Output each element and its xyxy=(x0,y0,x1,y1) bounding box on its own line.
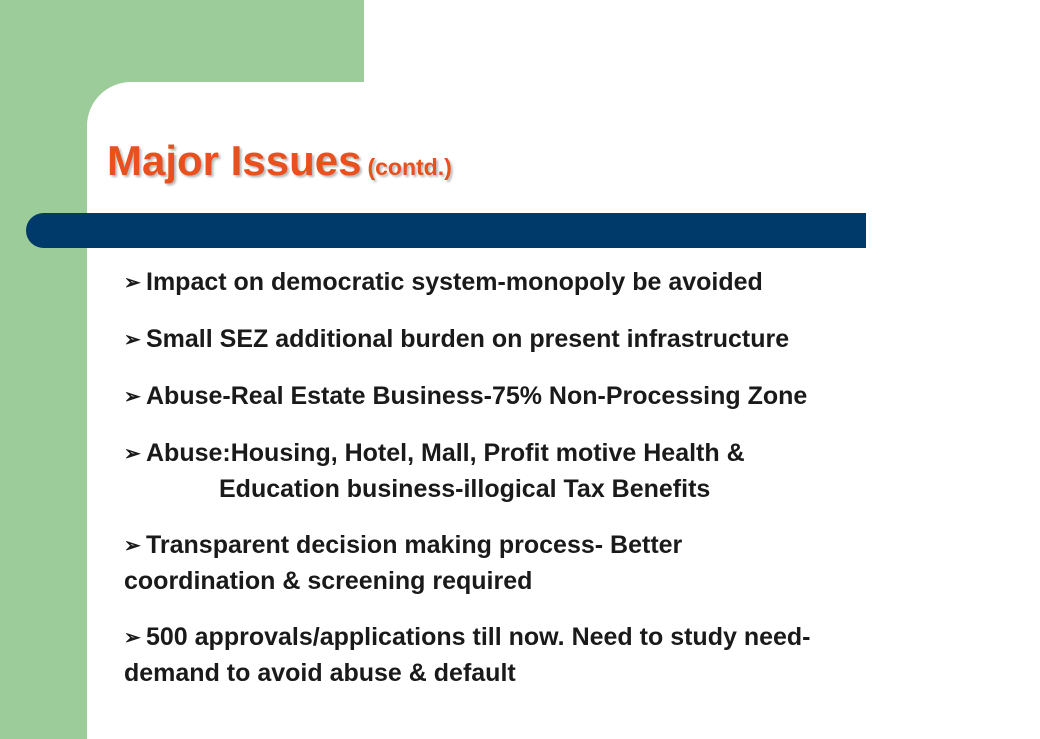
bullet-text: 500 approvals/applications till now. Need to study need- xyxy=(146,623,811,651)
title-suffix: (contd.) xyxy=(367,154,452,180)
title-rule-bar xyxy=(26,213,866,248)
bullet-text: Impact on democratic system-monopoly be avoided xyxy=(146,268,763,296)
bullet-text: Small SEZ additional burden on present infrastructure xyxy=(146,325,790,353)
bullet-item xyxy=(124,379,1014,415)
arrow-bullet-icon: ➢ xyxy=(124,272,141,294)
bullet-text: Abuse:Housing, Hotel, Mall, Profit motive Health & xyxy=(146,439,745,467)
arrow-bullet-icon: ➢ xyxy=(124,329,141,351)
bullet-continuation: Education business-illogical Tax Benefits xyxy=(219,475,711,503)
bullet-text: Transparent decision making process- Better xyxy=(146,531,683,559)
bullet-item xyxy=(124,322,1014,358)
bullet-item xyxy=(124,265,1014,301)
bullet-list xyxy=(124,265,1014,712)
bullet-text: Abuse-Real Estate Business-75% Non-Processing Zone xyxy=(146,382,808,410)
title-main: Major Issues xyxy=(107,137,362,184)
arrow-bullet-icon: ➢ xyxy=(124,627,141,649)
bullet-continuation: demand to avoid abuse & default xyxy=(124,659,516,687)
arrow-bullet-icon: ➢ xyxy=(124,443,141,465)
arrow-bullet-icon: ➢ xyxy=(124,386,141,408)
bullet-item xyxy=(124,436,1014,507)
arrow-bullet-icon: ➢ xyxy=(124,535,141,557)
bullet-item xyxy=(124,528,1014,599)
bullet-continuation: coordination & screening required xyxy=(124,567,533,595)
bullet-item xyxy=(124,620,1014,691)
slide-title xyxy=(107,137,452,184)
